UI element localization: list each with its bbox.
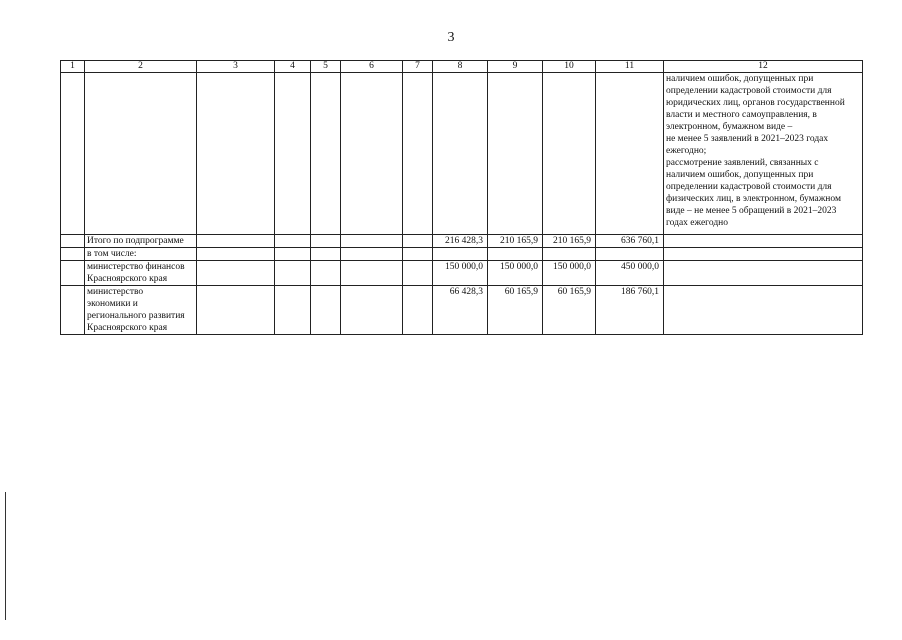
- cell-2021: 150 000,0: [433, 261, 488, 286]
- cell-2022: 60 165,9: [488, 286, 543, 335]
- cell-2023: 60 165,9: [543, 286, 596, 335]
- scan-margin-line: [5, 492, 6, 620]
- header-cell: 3: [197, 61, 275, 73]
- header-cell: 12: [664, 61, 863, 73]
- continuation-row: [61, 73, 863, 235]
- cell-total: 636 760,1: [596, 235, 664, 248]
- row-label: министерство финансов Красноярского края: [85, 261, 197, 286]
- header-cell: 7: [403, 61, 433, 73]
- page-number: 3: [447, 30, 455, 45]
- table-row: [61, 286, 863, 335]
- cell-2022: 210 165,9: [488, 235, 543, 248]
- header-cell: 1: [61, 61, 85, 73]
- header-cell: 5: [311, 61, 341, 73]
- row-label: министерство экономики и регионального развития Красноярского края: [85, 286, 197, 335]
- cell-2023: 210 165,9: [543, 235, 596, 248]
- header-cell: 9: [488, 61, 543, 73]
- result-indicators-text: наличием ошибок, допущенных при определении кадастровой стоимости для юридических лиц, органов государственной власти и местного самоуправления, в электронном, бумажном виде – не менее 5 заявлений в 2021–2023 годах ежегодно; рассмотрение заявлений, связанных с наличием ошибок, допущенных при определении кадастровой стоимости для физических лиц, в электронном, бумажном виде – не менее 5 обращений в 2021–2023 годах ежегодно: [664, 73, 863, 235]
- cell-total: 186 760,1: [596, 286, 664, 335]
- cell-2022: 150 000,0: [488, 261, 543, 286]
- row-label: Итого по подпрограмме: [85, 235, 197, 248]
- header-cell: 10: [543, 61, 596, 73]
- header-cell: 6: [341, 61, 403, 73]
- header-cell: 2: [85, 61, 197, 73]
- cell-2021: 66 428,3: [433, 286, 488, 335]
- table-row: [61, 248, 863, 261]
- header-cell: 11: [596, 61, 664, 73]
- header-row: [61, 61, 863, 73]
- table-row: [61, 261, 863, 286]
- row-label: в том числе:: [85, 248, 197, 261]
- header-cell: 4: [275, 61, 311, 73]
- budget-table: [60, 60, 863, 335]
- cell-2023: 150 000,0: [543, 261, 596, 286]
- table-row: [61, 235, 863, 248]
- cell-total: 450 000,0: [596, 261, 664, 286]
- header-cell: 8: [433, 61, 488, 73]
- cell-2021: 216 428,3: [433, 235, 488, 248]
